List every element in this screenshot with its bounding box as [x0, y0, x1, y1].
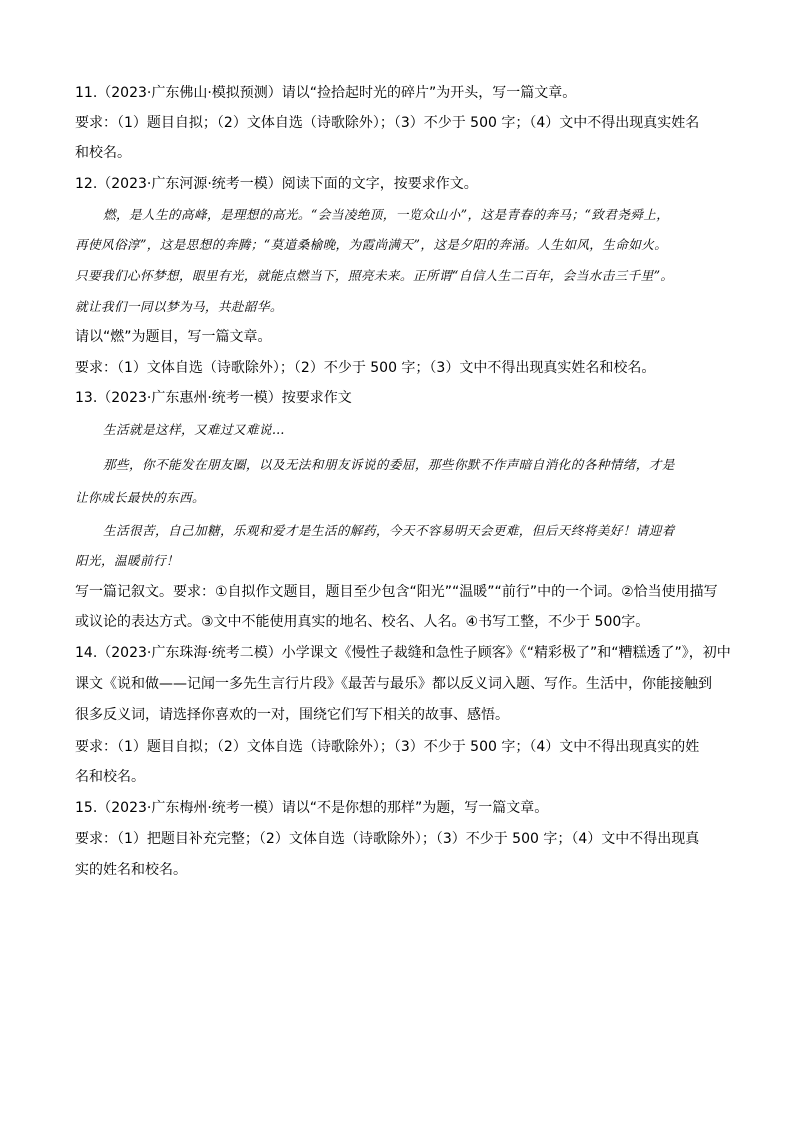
question-14-header: 14.（2023·广东珠海·统考二模）小学课文《慢性子裁缝和急性子顾客》《“精彩极了”和“糟糕透了”》，初中 [75, 645, 731, 661]
question-13-passage: 生活很苦，自己加糖，乐观和爱才是生活的解药，今天不容易明天会更难，但后天终将美好！请迎着 [103, 523, 675, 538]
question-14-header-cont: 课文《说和做——记闻一多先生言行片段》《最苦与最乐》都以反义词入题、写作。生活中，你能接触到 [75, 676, 712, 692]
question-15-requirements: 要求：（1）把题目补充完整；（2）文体自选（诗歌除外）；（3）不少于 500 字；（4）文中不得出现真 [75, 831, 700, 847]
question-12-requirements: 要求：（1）文体自选（诗歌除外）；（2）不少于 500 字；（3）文中不得出现真实姓名和校名。 [75, 360, 656, 376]
question-14-requirements-cont: 名和校名。 [75, 769, 145, 785]
question-14-requirements: 要求：（1）题目自拟；（2）文体自选（诗歌除外）；（3）不少于 500 字；（4）文中不得出现真实的姓 [75, 739, 700, 755]
question-13-requirements-cont: 或议论的表达方式。③文中不能使用真实的地名、校名、人名。④书写工整，不少于 500字。 [75, 614, 650, 630]
question-13-passage: 生活就是这样，又难过又难说… [103, 422, 285, 437]
question-13-requirements: 写一篇记叙文。要求：①自拟作文题目，题目至少包含“阳光”“温暖”“前行”中的一个词。②恰当使用描写 [75, 584, 718, 600]
question-12-passage: 燃，是人生的高峰，是理想的高光。“会当凌绝顶，一览众山小”，这是青春的奔马；“致君尧舜上， [103, 207, 670, 222]
question-12-passage-line: 就让我们一同以梦为马，共赴韶华。 [75, 299, 283, 314]
question-11-requirements: 要求：（1）题目自拟；（2）文体自选（诗歌除外）；（3）不少于 500 字；（4）文中不得出现真实姓名 [75, 115, 700, 131]
question-12-header: 12.（2023·广东河源·统考一模）阅读下面的文字，按要求作文。 [75, 176, 478, 192]
question-12-passage-line: 再使风俗淳”，这是思想的奔腾；“莫道桑榆晚，为霞尚满天”，这是夕阳的奔涌。人生如风，生命如火。 [75, 237, 668, 252]
question-12-passage-line: 只要我们心怀梦想，眼里有光，就能点燃当下，照亮未来。正所谓“自信人生二百年，会当水击三千里”。 [75, 268, 674, 283]
question-14-header-cont: 很多反义词，请选择你喜欢的一对，围绕它们写下相关的故事、感悟。 [75, 707, 509, 723]
question-11-header: 11.（2023·广东佛山·模拟预测）请以“捡拾起时光的碎片”为开头，写一篇文章。 [75, 85, 577, 101]
question-13-passage-line: 阳光，温暖前行！ [75, 553, 179, 568]
question-12-prompt: 请以“燃”为题目，写一篇文章。 [75, 329, 272, 345]
question-15-requirements-cont: 实的姓名和校名。 [75, 862, 187, 878]
question-15-header: 15.（2023·广东梅州·统考一模）请以“不是你想的那样”为题，写一篇文章。 [75, 800, 549, 816]
question-13-passage-line: 让你成长最快的东西。 [75, 490, 205, 505]
question-11-requirements-cont: 和校名。 [75, 145, 131, 161]
question-13-passage: 那些，你不能发在朋友圈，以及无法和朋友诉说的委屈，那些你默不作声暗自消化的各种情绪，才是 [103, 457, 675, 472]
question-13-header: 13.（2023·广东惠州·统考一模）按要求作文 [75, 390, 352, 406]
